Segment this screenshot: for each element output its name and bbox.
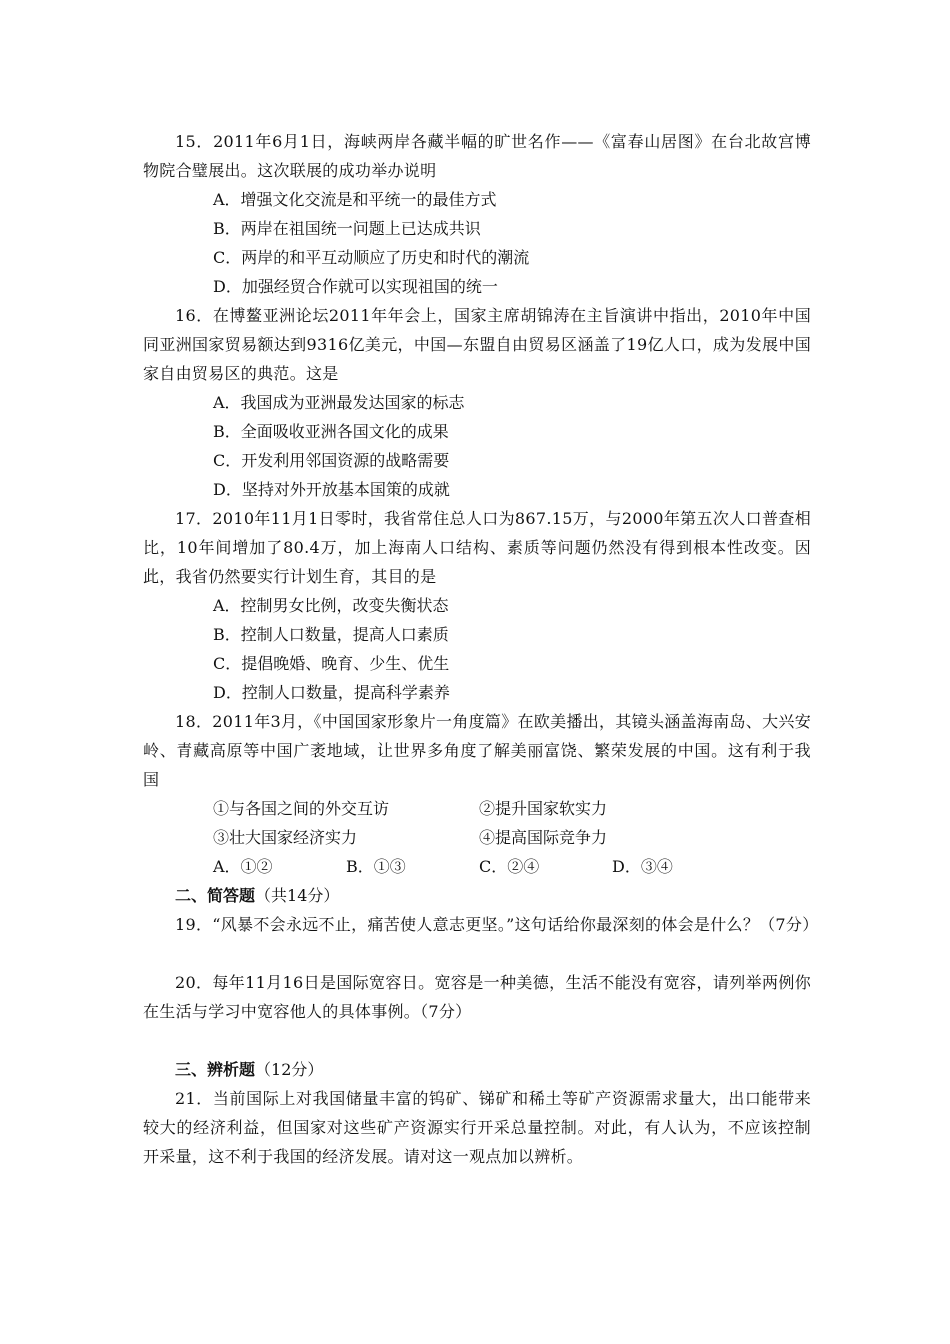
- section-points: （共14分）: [255, 886, 340, 905]
- answer-choices: [143, 852, 811, 881]
- section-points: （12分）: [255, 1060, 324, 1079]
- option-c: C．提倡晚婚、晚育、少生、优生: [213, 654, 450, 673]
- statement-1: ①与各国之间的外交互访: [213, 799, 390, 818]
- question-21: 21．当前国际上对我国储量丰富的钨矿、锑矿和稀土等矿产资源需求量大，出口能带来较大的经济利益，但国家对这些矿产资源实行开采总量控制。对此，有人认为，不应该控制开采量，这不利于我国的经济发展。请对这一观点加以辨析。: [143, 1089, 811, 1166]
- section-title: 三、辨析题: [175, 1060, 256, 1079]
- option-d: D．控制人口数量，提高科学素养: [213, 683, 450, 702]
- question-stem: 16．在博鳌亚洲论坛2011年年会上，国家主席胡锦涛在主旨演讲中指出，2010年中国同亚洲国家贸易额达到9316亿美元，中国—东盟自由贸易区涵盖了19亿人口，成为发展中国家自由贸易区的典范。这是: [143, 306, 811, 383]
- section-heading-analysis: [143, 1055, 811, 1084]
- choice-b: B．①③: [346, 857, 406, 876]
- question-stem: 15．2011年6月1日，海峡两岸各藏半幅的旷世名作——《富春山居图》在台北故宫博物院合璧展出。这次联展的成功举办说明: [143, 132, 811, 180]
- answer-space: [143, 1026, 811, 1055]
- choice-d: D．③④: [612, 857, 673, 876]
- option-c: C．开发利用邻国资源的战略需要: [213, 451, 450, 470]
- question-16: [143, 301, 811, 504]
- question-18: [143, 707, 811, 881]
- question-stem: 17．2010年11月1日零时，我省常住总人口为867.15万，与2000年第五次人口普查相比，10年间增加了80.4万，加上海南人口结构、素质等问题仍然没有得到根本性改变。因此，我省仍然要实行计划生育，其目的是: [143, 509, 811, 586]
- statement-row-1: [143, 794, 811, 823]
- answer-space: [143, 939, 811, 968]
- statement-3: ③壮大国家经济实力: [213, 828, 358, 847]
- option-a: A．我国成为亚洲最发达国家的标志: [213, 393, 465, 412]
- choice-a: A．①②: [213, 857, 273, 876]
- option-d: D．坚持对外开放基本国策的成就: [213, 480, 450, 499]
- question-20: 20．每年11月16日是国际宽容日。宽容是一种美德，生活不能没有宽容，请列举两例你在生活与学习中宽容他人的具体事例。（7分）: [143, 973, 811, 1021]
- option-a: A．控制男女比例，改变失衡状态: [213, 596, 449, 615]
- question-stem: 18．2011年3月，《中国国家形象片一角度篇》在欧美播出，其镜头涵盖海南岛、大兴安岭、青藏高原等中国广袤地域，让世界多角度了解美丽富饶、繁荣发展的中国。这有利于我国: [143, 712, 811, 789]
- statement-2: ②提升国家软实力: [479, 799, 608, 818]
- statement-4: ④提高国际竞争力: [479, 828, 608, 847]
- option-b: B．全面吸收亚洲各国文化的成果: [213, 422, 449, 441]
- section-title: 二、简答题: [175, 886, 256, 905]
- option-d: D．加强经贸合作就可以实现祖国的统一: [213, 277, 498, 296]
- exam-content: [143, 127, 819, 1171]
- option-c: C．两岸的和平互动顺应了历史和时代的潮流: [213, 248, 530, 267]
- option-b: B．两岸在祖国统一问题上已达成共识: [213, 219, 481, 238]
- question-19: 19．“风暴不会永远不止，痛苦使人意志更坚。”这句话给你最深刻的体会是什么？（7分）: [175, 915, 819, 934]
- choice-c: C．②④: [479, 857, 540, 876]
- option-b: B．控制人口数量，提高人口素质: [213, 625, 449, 644]
- question-17: [143, 504, 811, 707]
- statement-row-2: [143, 823, 811, 852]
- option-a: A．增强文化交流是和平统一的最佳方式: [213, 190, 497, 209]
- section-heading-short-answer: [143, 881, 811, 910]
- question-15: [143, 127, 811, 301]
